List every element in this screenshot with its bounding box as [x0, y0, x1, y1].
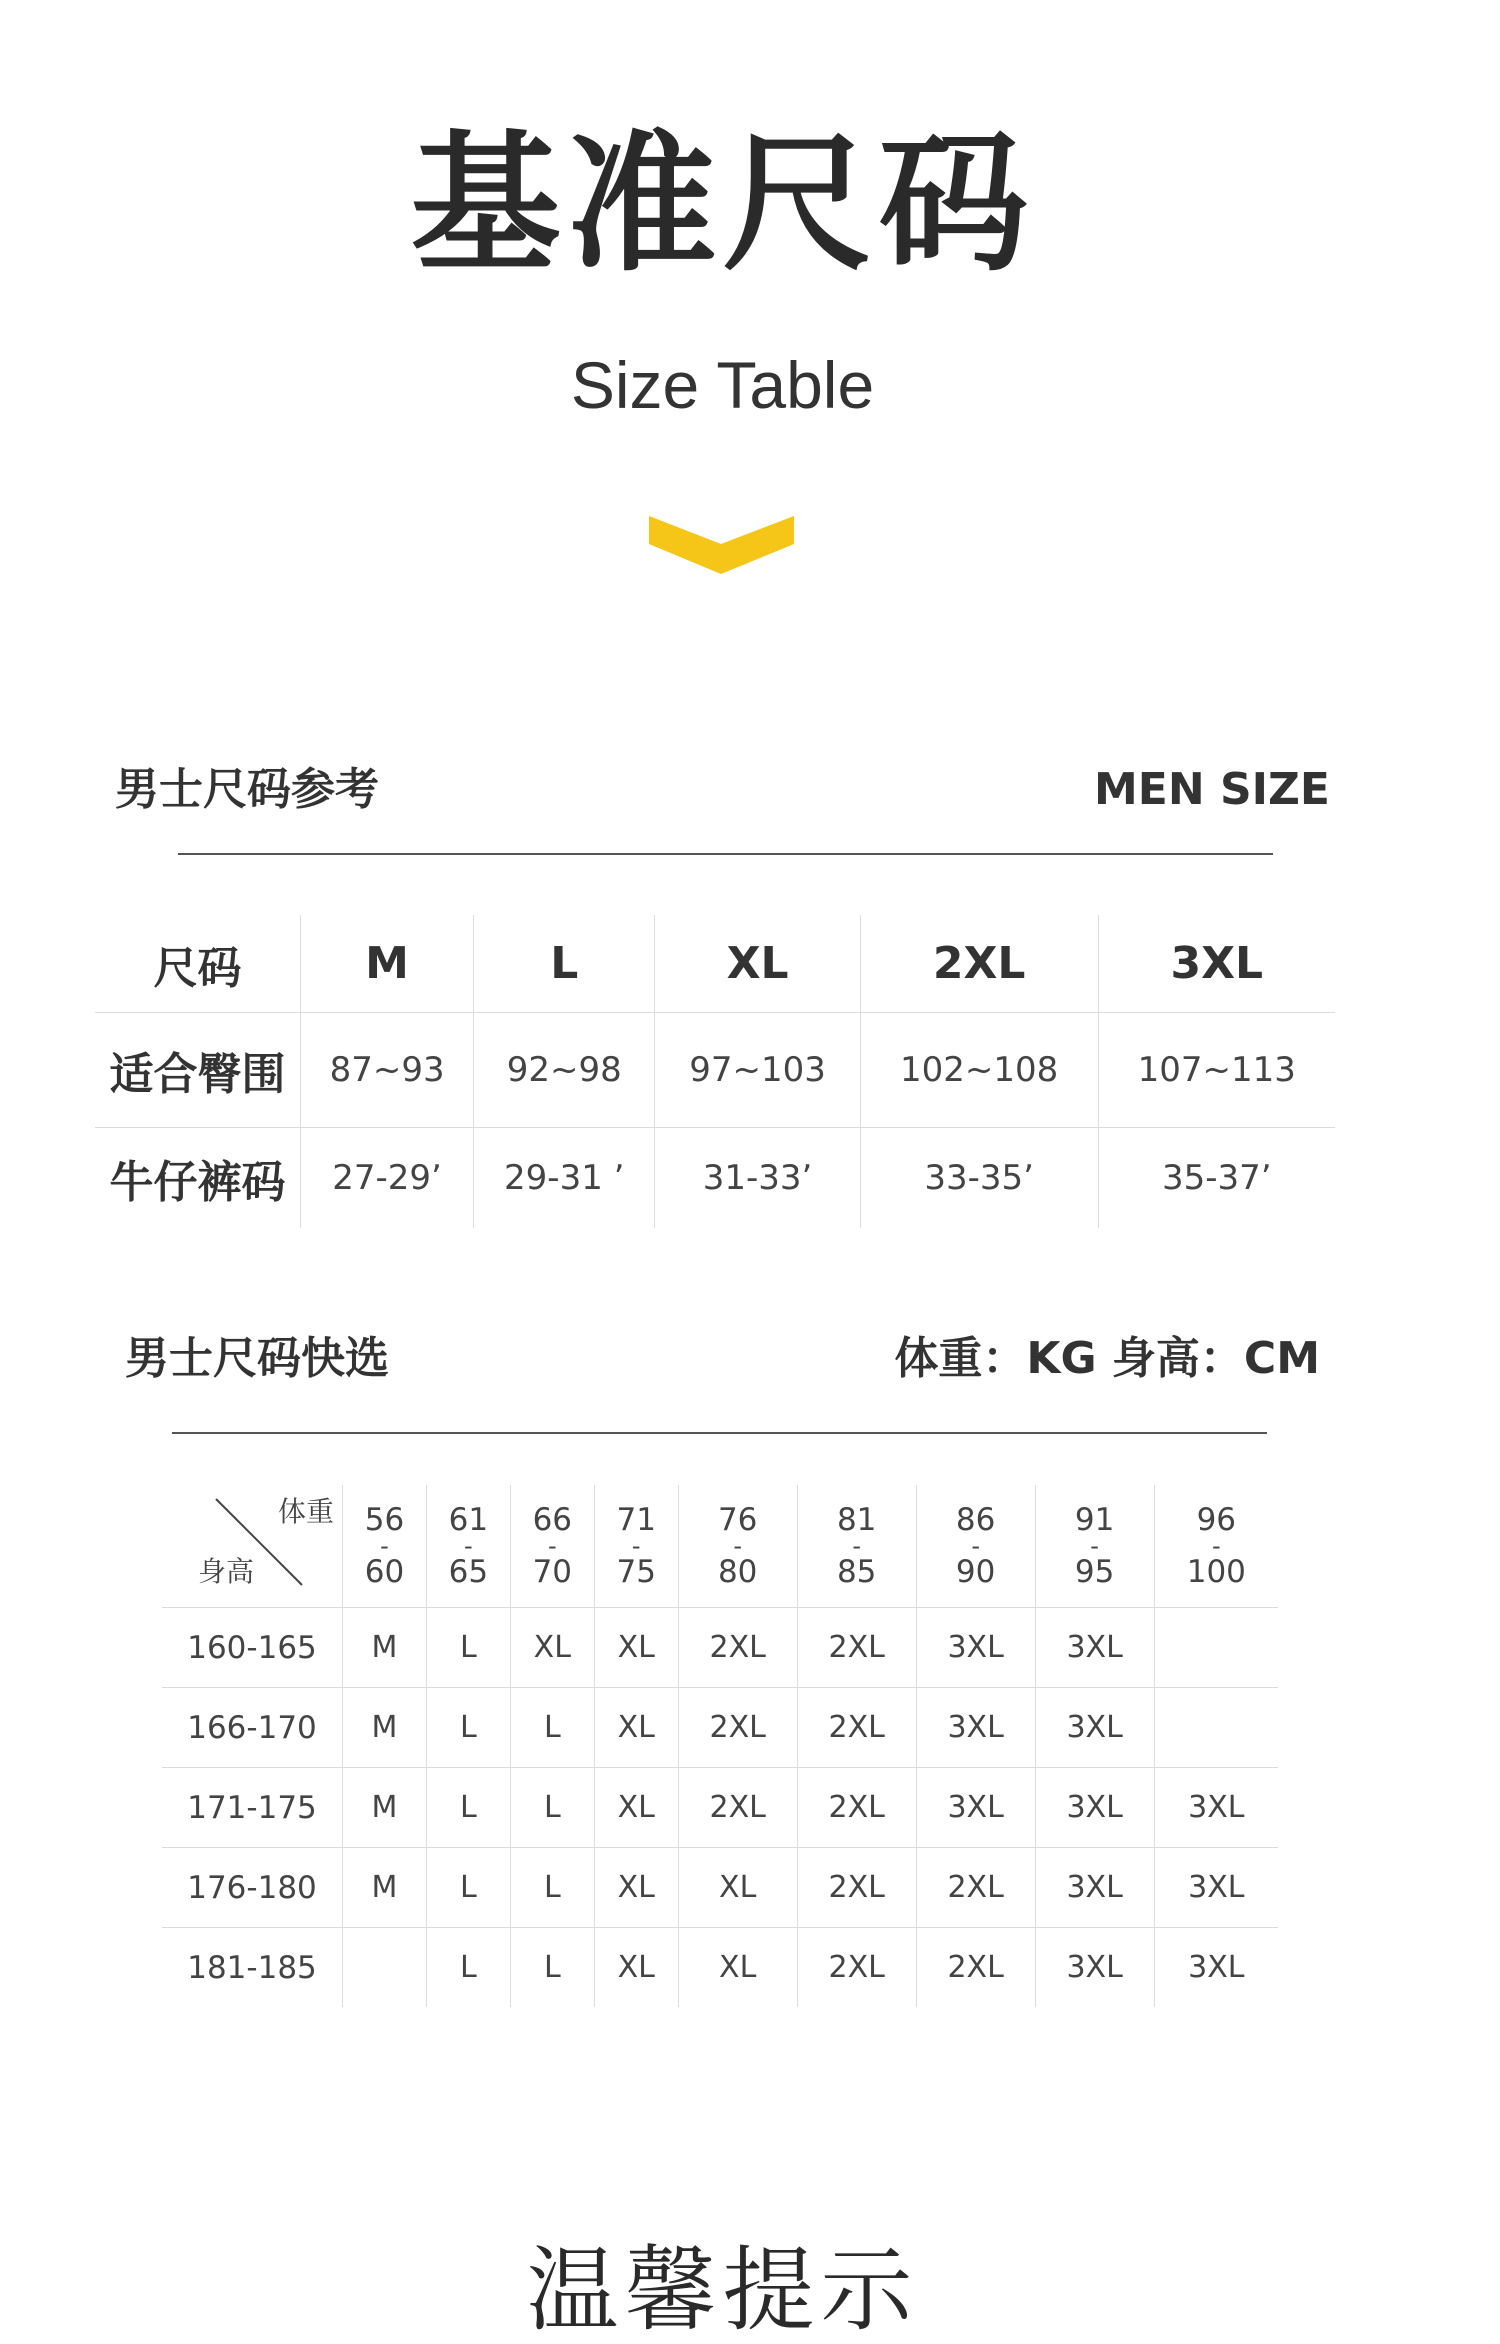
- size-cell: XL: [678, 1848, 797, 1928]
- row-header: 尺码: [95, 915, 301, 1013]
- hip-cell: 107~113: [1098, 1013, 1335, 1128]
- quick-pick-title: 男士尺码快选: [125, 1333, 389, 1384]
- size-cell: XL: [655, 915, 860, 1013]
- size-cell: L: [426, 1768, 510, 1848]
- weight-header: 71 - 75: [594, 1485, 678, 1608]
- size-cell: XL: [594, 1608, 678, 1688]
- size-cell: M: [343, 1768, 427, 1848]
- size-cell: M: [343, 1608, 427, 1688]
- weight-header: 76 - 80: [678, 1485, 797, 1608]
- size-cell: 3XL: [1035, 1688, 1154, 1768]
- size-cell: XL: [594, 1688, 678, 1768]
- weight-header: 56 - 60: [343, 1485, 427, 1608]
- table-row: [162, 1688, 1278, 1768]
- size-cell: XL: [594, 1928, 678, 2008]
- hip-cell: 97~103: [655, 1013, 860, 1128]
- weight-header: 86 - 90: [916, 1485, 1035, 1608]
- weight-header: 91 - 95: [1035, 1485, 1154, 1608]
- size-cell: L: [426, 1848, 510, 1928]
- size-cell: 2XL: [797, 1688, 916, 1768]
- size-cell: [1154, 1608, 1278, 1688]
- size-cell: 3XL: [916, 1688, 1035, 1768]
- height-cell: 166-170: [162, 1688, 343, 1768]
- size-cell: XL: [594, 1768, 678, 1848]
- page-subtitle: Size Table: [570, 348, 875, 422]
- weight-axis-label: 体重: [277, 1495, 334, 1528]
- table-row: [95, 1128, 1335, 1229]
- quick-pick-units: 体重：KG 身高：CM: [894, 1333, 1320, 1384]
- tips-title: 温馨提示: [526, 2237, 919, 2344]
- size-cell: L: [510, 1768, 594, 1848]
- table-row: [162, 1848, 1278, 1928]
- size-cell: 3XL: [1035, 1768, 1154, 1848]
- size-cell: [1154, 1688, 1278, 1768]
- row-header: 牛仔裤码: [109, 1157, 286, 1208]
- height-cell: 176-180: [162, 1848, 343, 1928]
- table-row: [95, 1013, 1335, 1128]
- jeans-cell: 31-33’: [655, 1128, 860, 1229]
- hip-cell: 102~108: [860, 1013, 1098, 1128]
- table-row: [162, 1485, 1278, 1608]
- weight-header: 61 - 65: [426, 1485, 510, 1608]
- size-cell: XL: [678, 1928, 797, 2008]
- quick-pick-table: [162, 1485, 1278, 2007]
- corner-cell: [162, 1485, 343, 1608]
- jeans-cell: 29-31 ’: [474, 1128, 655, 1229]
- size-cell: 2XL: [678, 1608, 797, 1688]
- size-cell: 2XL: [916, 1848, 1035, 1928]
- section-divider: [172, 1432, 1267, 1434]
- height-cell: 181-185: [187, 1949, 317, 1986]
- chevron-down-icon: [649, 516, 794, 576]
- hip-cell: 92~98: [474, 1013, 655, 1128]
- size-cell: L: [510, 1928, 594, 2008]
- size-cell: L: [426, 1928, 510, 2008]
- weight-header: 66 - 70: [510, 1485, 594, 1608]
- section-divider: [178, 853, 1273, 855]
- size-cell: L: [510, 1848, 594, 1928]
- page-title: 基准尺码: [410, 118, 1035, 292]
- height-axis-label: 身高: [198, 1555, 255, 1588]
- size-cell: 2XL: [860, 915, 1098, 1013]
- men-size-table: [95, 915, 1335, 1228]
- table-row: [162, 1928, 1278, 2008]
- jeans-cell: 35-37’: [1098, 1128, 1335, 1229]
- size-cell: 3XL: [916, 1768, 1035, 1848]
- size-cell: 3XL: [1154, 1848, 1278, 1928]
- table-row: [162, 1768, 1278, 1848]
- size-cell: 3XL: [1035, 1608, 1154, 1688]
- size-cell: 3XL: [1098, 915, 1335, 1013]
- size-cell: 2XL: [797, 1928, 916, 2008]
- men-size-title: 男士尺码参考: [115, 764, 379, 815]
- size-cell: 3XL: [1035, 1928, 1154, 2008]
- weight-header: 81 - 85: [797, 1485, 916, 1608]
- size-cell: 2XL: [678, 1768, 797, 1848]
- size-cell: 2XL: [797, 1768, 916, 1848]
- size-cell: 3XL: [1154, 1768, 1278, 1848]
- row-header: 适合臀围: [95, 1013, 301, 1128]
- jeans-cell: 27-29’: [301, 1128, 474, 1229]
- size-cell: M: [301, 915, 474, 1013]
- jeans-cell: 33-35’: [860, 1128, 1098, 1229]
- size-cell: L: [426, 1608, 510, 1688]
- size-cell: L: [510, 1688, 594, 1768]
- size-cell: M: [343, 1688, 427, 1768]
- table-row: [95, 915, 1335, 1013]
- weight-header: 96 - 100: [1154, 1485, 1278, 1608]
- size-cell: 2XL: [678, 1688, 797, 1768]
- table-row: [162, 1608, 1278, 1688]
- size-cell: XL: [510, 1608, 594, 1688]
- size-cell: 3XL: [916, 1608, 1035, 1688]
- size-cell: M: [343, 1848, 427, 1928]
- size-cell: L: [474, 915, 655, 1013]
- size-cell: 2XL: [916, 1928, 1035, 2008]
- height-cell: 160-165: [162, 1608, 343, 1688]
- size-cell: 2XL: [797, 1608, 916, 1688]
- hip-cell: 87~93: [301, 1013, 474, 1128]
- size-cell: [343, 1928, 427, 2008]
- size-cell: XL: [594, 1848, 678, 1928]
- size-cell: 2XL: [797, 1848, 916, 1928]
- size-cell: 3XL: [1035, 1848, 1154, 1928]
- height-cell: 171-175: [162, 1768, 343, 1848]
- size-cell: L: [426, 1688, 510, 1768]
- men-size-label: MEN SIZE: [1093, 764, 1330, 815]
- size-cell: 3XL: [1154, 1928, 1278, 2008]
